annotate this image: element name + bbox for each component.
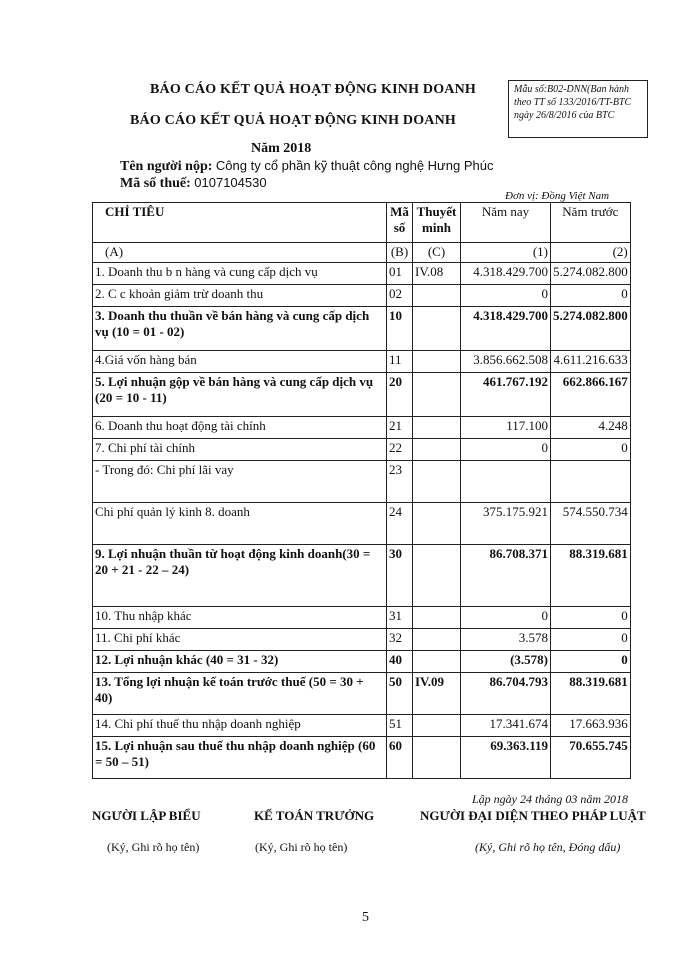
row-previous: 5.274.082.800 bbox=[551, 307, 631, 351]
tax-value: 0107104530 bbox=[194, 175, 267, 190]
table-row bbox=[93, 607, 631, 629]
row-current: 86.704.793 bbox=[461, 673, 551, 715]
col-header-item: CHỈ TIÊU bbox=[93, 203, 387, 243]
row-current: 0 bbox=[461, 439, 551, 461]
table-row bbox=[93, 417, 631, 439]
col-header-previous: Năm trước bbox=[551, 203, 631, 243]
payer-line bbox=[120, 158, 493, 175]
table-row bbox=[93, 373, 631, 417]
table-header-row bbox=[93, 203, 631, 243]
row-label: 2. C c khoản giảm trừ doanh thu bbox=[93, 285, 387, 307]
table-row bbox=[93, 629, 631, 651]
row-note bbox=[413, 351, 461, 373]
accountant-note: (Ký, Ghi rõ họ tên) bbox=[255, 840, 348, 854]
row-code: 01 bbox=[387, 263, 413, 285]
payer-value: Công ty cổ phần kỹ thuật công nghệ Hưng Phúc bbox=[215, 158, 494, 173]
table-index-row bbox=[93, 243, 631, 263]
row-current: 4.318.429.700 bbox=[461, 263, 551, 285]
row-label: Chi phí quản lý kinh 8. doanh bbox=[93, 503, 387, 545]
row-label: 15. Lợi nhuận sau thuế thu nhập doanh nghiệp (60 = 50 – 51) bbox=[93, 737, 387, 779]
row-note bbox=[413, 461, 461, 503]
row-previous: 4.611.216.633 bbox=[551, 351, 631, 373]
row-code: 10 bbox=[387, 307, 413, 351]
row-previous: 70.655.745 bbox=[551, 737, 631, 779]
row-current: (3.578) bbox=[461, 651, 551, 673]
legal-rep-title: NGƯỜI ĐẠI DIỆN THEO PHÁP LUẬT bbox=[420, 808, 646, 823]
row-code: 02 bbox=[387, 285, 413, 307]
table-row bbox=[93, 439, 631, 461]
income-statement-table bbox=[92, 202, 631, 779]
report-year: Năm 2018 bbox=[251, 141, 312, 156]
preparer-note: (Ký, Ghi rõ họ tên) bbox=[107, 840, 200, 854]
row-label: 1. Doanh thu b n hàng và cung cấp dịch vụ bbox=[93, 263, 387, 285]
row-label: 6. Doanh thu hoạt động tài chính bbox=[93, 417, 387, 439]
row-previous bbox=[551, 461, 631, 503]
row-code: 32 bbox=[387, 629, 413, 651]
table-row bbox=[93, 285, 631, 307]
col-header-note: Thuyết minh bbox=[413, 203, 461, 243]
row-code: 60 bbox=[387, 737, 413, 779]
row-code: 21 bbox=[387, 417, 413, 439]
row-code: 22 bbox=[387, 439, 413, 461]
row-previous: 0 bbox=[551, 285, 631, 307]
row-label: 5. Lợi nhuận gộp về bán hàng và cung cấp dịch vụ (20 = 10 - 11) bbox=[93, 373, 387, 417]
row-previous: 0 bbox=[551, 607, 631, 629]
row-current: 375.175.921 bbox=[461, 503, 551, 545]
row-current: 117.100 bbox=[461, 417, 551, 439]
report-title-2: BÁO CÁO KẾT QUẢ HOẠT ĐỘNG KINH DOANH bbox=[130, 113, 456, 128]
col-index-code: (B) bbox=[387, 243, 413, 263]
form-note-box bbox=[508, 80, 648, 138]
col-index-note: (C) bbox=[413, 243, 461, 263]
legal-rep-note: (Ký, Ghi rõ họ tên, Đóng dấu) bbox=[475, 840, 621, 854]
row-label: 10. Thu nhập khác bbox=[93, 607, 387, 629]
table-row bbox=[93, 737, 631, 779]
row-note bbox=[413, 417, 461, 439]
table-row bbox=[93, 351, 631, 373]
row-code: 20 bbox=[387, 373, 413, 417]
row-label: 11. Chi phí khác bbox=[93, 629, 387, 651]
row-previous: 0 bbox=[551, 651, 631, 673]
col-index-item: (A) bbox=[93, 243, 387, 263]
row-label: 13. Tổng lợi nhuận kế toán trước thuế (50 = 30 + 40) bbox=[93, 673, 387, 715]
row-label: 4.Giá vốn hàng bán bbox=[93, 351, 387, 373]
form-note: Mẫu số:B02-DNN(Ban hành theo TT số 133/2016/TT-BTC ngày 26/8/2016 của BTC bbox=[514, 84, 632, 121]
row-previous: 5.274.082.800 bbox=[551, 263, 631, 285]
row-label: 12. Lợi nhuận khác (40 = 31 - 32) bbox=[93, 651, 387, 673]
row-note bbox=[413, 285, 461, 307]
row-note bbox=[413, 373, 461, 417]
row-note: IV.09 bbox=[413, 673, 461, 715]
tax-line bbox=[120, 175, 267, 192]
row-code: 30 bbox=[387, 545, 413, 607]
row-current: 17.341.674 bbox=[461, 715, 551, 737]
row-note bbox=[413, 545, 461, 607]
row-previous: 17.663.936 bbox=[551, 715, 631, 737]
row-current: 86.708.371 bbox=[461, 545, 551, 607]
row-note bbox=[413, 715, 461, 737]
row-previous: 662.866.167 bbox=[551, 373, 631, 417]
col-header-code: Mã số bbox=[387, 203, 413, 243]
tax-label: Mã số thuế: bbox=[120, 176, 191, 191]
report-date: Lập ngày 24 tháng 03 năm 2018 bbox=[472, 792, 628, 806]
preparer-title: NGƯỜI LẬP BIỂU bbox=[92, 808, 201, 823]
row-note bbox=[413, 651, 461, 673]
row-label: 7. Chi phí tài chính bbox=[93, 439, 387, 461]
accountant-title: KẾ TOÁN TRƯỞNG bbox=[254, 808, 375, 823]
row-previous: 0 bbox=[551, 439, 631, 461]
col-header-current: Năm nay bbox=[461, 203, 551, 243]
row-current: 69.363.119 bbox=[461, 737, 551, 779]
row-previous: 0 bbox=[551, 629, 631, 651]
row-code: 24 bbox=[387, 503, 413, 545]
table-row bbox=[93, 673, 631, 715]
table-row bbox=[93, 545, 631, 607]
table-row bbox=[93, 715, 631, 737]
row-label: 9. Lợi nhuận thuần từ hoạt động kinh doanh(30 = 20 + 21 - 22 – 24) bbox=[93, 545, 387, 607]
row-current: 4.318.429.700 bbox=[461, 307, 551, 351]
row-label: 14. Chi phí thuế thu nhập doanh nghiệp bbox=[93, 715, 387, 737]
report-title-1: BÁO CÁO KẾT QUẢ HOẠT ĐỘNG KINH DOANH bbox=[150, 82, 476, 97]
row-current: 0 bbox=[461, 285, 551, 307]
row-code: 50 bbox=[387, 673, 413, 715]
currency-unit: Đơn vị: Đồng Việt Nam bbox=[505, 190, 610, 202]
row-note: IV.08 bbox=[413, 263, 461, 285]
row-current: 0 bbox=[461, 607, 551, 629]
row-current bbox=[461, 461, 551, 503]
row-code: 11 bbox=[387, 351, 413, 373]
table-row bbox=[93, 503, 631, 545]
page-number: 5 bbox=[362, 910, 369, 925]
table-row bbox=[93, 461, 631, 503]
row-previous: 574.550.734 bbox=[551, 503, 631, 545]
col-index-current: (1) bbox=[461, 243, 551, 263]
row-previous: 88.319.681 bbox=[551, 545, 631, 607]
row-current: 461.767.192 bbox=[461, 373, 551, 417]
row-note bbox=[413, 503, 461, 545]
table-body bbox=[93, 263, 631, 779]
row-label: - Trong đó: Chi phí lãi vay bbox=[93, 461, 387, 503]
row-current: 3.578 bbox=[461, 629, 551, 651]
table-row bbox=[93, 263, 631, 285]
table-row bbox=[93, 651, 631, 673]
row-previous: 88.319.681 bbox=[551, 673, 631, 715]
col-index-previous: (2) bbox=[551, 243, 631, 263]
row-label: 3. Doanh thu thuần về bán hàng và cung cấp dịch vụ (10 = 01 - 02) bbox=[93, 307, 387, 351]
payer-label: Tên người nộp: bbox=[120, 159, 213, 174]
row-note bbox=[413, 607, 461, 629]
row-code: 40 bbox=[387, 651, 413, 673]
row-code: 51 bbox=[387, 715, 413, 737]
row-note bbox=[413, 307, 461, 351]
row-code: 31 bbox=[387, 607, 413, 629]
row-note bbox=[413, 737, 461, 779]
row-current: 3.856.662.508 bbox=[461, 351, 551, 373]
row-note bbox=[413, 439, 461, 461]
row-note bbox=[413, 629, 461, 651]
row-code: 23 bbox=[387, 461, 413, 503]
table-row bbox=[93, 307, 631, 351]
row-previous: 4.248 bbox=[551, 417, 631, 439]
